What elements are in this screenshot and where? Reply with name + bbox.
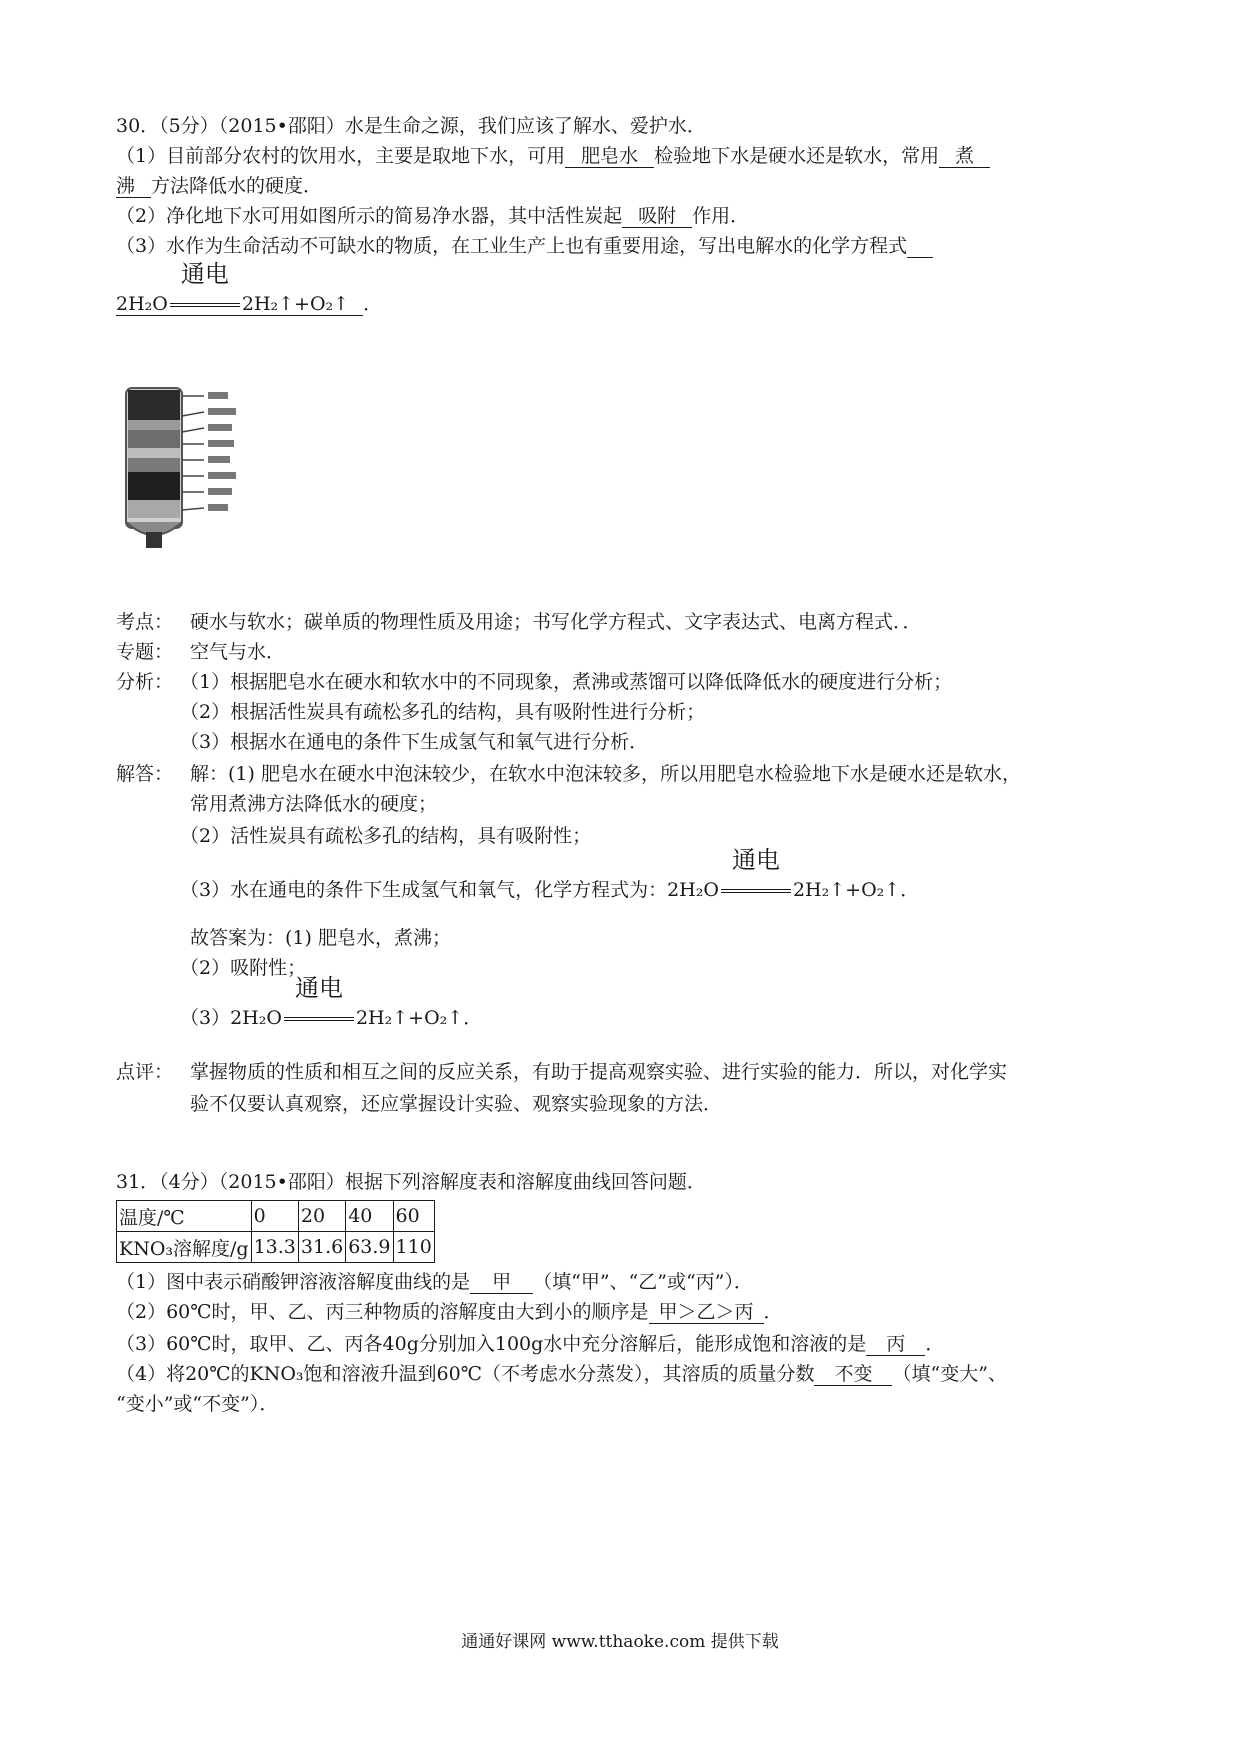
table-row <box>117 1201 435 1232</box>
water-filter-illustration <box>120 372 270 562</box>
answer-blank: 吸附 <box>622 205 692 228</box>
table-cell: 110 <box>393 1232 434 1263</box>
answer-summary-equation: （3）2H₂O 通电 2H₂↑+O₂↑． <box>180 1004 482 1032</box>
answer-blank: 丙 <box>866 1333 925 1356</box>
q30-part3: （3）水作为生命活动不可缺水的物质，在工业生产上也有重要用途，写出电解水的化学方程式 <box>116 232 933 260</box>
reaction-arrow: 通电 <box>719 876 793 904</box>
table-row <box>117 1232 435 1263</box>
solubility-table <box>116 1200 435 1263</box>
q30-title: 30．（5分）（2015•邵阳）水是生命之源，我们应该了解水、爱护水． <box>116 115 706 137</box>
q30-part2: （2）净化地下水可用如图所示的简易净水器，其中活性炭起 吸附 作用． <box>116 205 750 227</box>
water-filter-figure <box>120 372 270 562</box>
reaction-arrow: 通电 <box>168 293 242 315</box>
table-cell: 60 <box>393 1201 434 1232</box>
dianping-line: 掌握物质的性质和相互之间的反应关系，有助于提高观察实验、进行实验的能力．所以，对化学实 <box>190 1061 1008 1083</box>
answer-summary: 故答案为：(1) 肥皂水，煮沸； <box>190 927 451 949</box>
zhuanti-label: 专题： <box>116 641 174 663</box>
dianping-label: 点评： <box>116 1061 174 1083</box>
kaodian-label: 考点： <box>116 611 174 633</box>
reaction-arrow: 通电 <box>282 1004 356 1032</box>
q31-title: 31．（4分）（2015•邵阳）根据下列溶解度表和溶解度曲线回答问题． <box>116 1171 706 1193</box>
q31-part2: （2）60℃时，甲、乙、丙三种物质的溶解度由大到小的顺序是 甲＞乙＞丙 ． <box>116 1301 783 1323</box>
fenxi-line: （2）根据活性炭具有疏松多孔的结构，具有吸附性进行分析； <box>180 701 706 723</box>
q31-part1: （1）图中表示硝酸钾溶液溶解度曲线的是 甲 （填“甲”、“乙”或“丙”）． <box>116 1271 753 1293</box>
footer-text: 通通好课网 www.tthaoke.com 提供下载 <box>461 1632 779 1652</box>
fenxi-line: （1）根据肥皂水在硬水和软水中的不同现象，煮沸或蒸馏可以降低降低水的硬度进行分析； <box>180 671 953 693</box>
table-cell: KNO₃溶解度/g <box>117 1232 252 1263</box>
table-cell: 20 <box>298 1201 345 1232</box>
table-cell: 0 <box>251 1201 298 1232</box>
answer-blank: 肥皂水 <box>565 145 654 168</box>
q31-part3: （3）60℃时，取甲、乙、丙各40g分别加入100g水中充分溶解后，能形成饱和溶液的是 丙 ． <box>116 1333 945 1355</box>
table-cell: 40 <box>346 1201 393 1232</box>
q30-equation-answer: 2H₂O 通电 2H₂↑+O₂↑ ． <box>116 260 383 315</box>
table-cell: 63.9 <box>346 1232 393 1263</box>
answer-summary: （2）吸附性； <box>180 957 307 979</box>
jieda-line-equation: （3）水在通电的条件下生成氢气和氧气，化学方程式为：2H₂O 通电 2H₂↑+O₂↑． <box>180 876 919 904</box>
jieda-label: 解答： <box>116 763 174 785</box>
kaodian-text: 硬水与软水；碳单质的物理性质及用途；书写化学方程式、文字表达式、电离方程式．． <box>190 611 922 633</box>
answer-blank: 甲 <box>470 1271 533 1294</box>
fenxi-label: 分析： <box>116 671 174 693</box>
table-cell: 13.3 <box>251 1232 298 1263</box>
q31-part4-cont: “变小”或“不变”）． <box>116 1393 279 1415</box>
answer-blank: 不变 <box>814 1363 892 1386</box>
jieda-line: 常用煮沸方法降低水的硬度； <box>190 793 438 815</box>
fenxi-line: （3）根据水在通电的条件下生成氢气和氧气进行分析． <box>180 731 649 753</box>
jieda-line: （2）活性炭具有疏松多孔的结构，具有吸附性； <box>180 825 592 847</box>
answer-blank: 甲＞乙＞丙 <box>649 1301 764 1324</box>
table-cell: 温度/℃ <box>117 1201 252 1232</box>
q31-part4: （4）将20℃的KNO₃饱和溶液升温到60℃（不考虑水分蒸发），其溶质的质量分数 不变 （填“变大”、 <box>116 1363 1007 1385</box>
answer-blank <box>907 235 933 258</box>
q30-part1-line2: 沸 方法降低水的硬度． <box>116 175 323 197</box>
q30-part1-line1: （1）目前部分农村的饮用水，主要是取地下水，可用 肥皂水 检验地下水是硬水还是软水，常用 煮 <box>116 142 990 170</box>
answer-blank: 沸 <box>116 175 151 198</box>
dianping-line: 验不仅要认真观察，还应掌握设计实验、观察实验现象的方法． <box>190 1093 723 1115</box>
jieda-line: 解：(1) 肥皂水在硬水中泡沫较少，在软水中泡沫较多，所以用肥皂水检验地下水是硬水还是软水， <box>190 763 1021 785</box>
zhuanti-text: 空气与水． <box>190 641 286 663</box>
table-cell: 31.6 <box>298 1232 345 1263</box>
answer-blank: 煮 <box>939 145 990 168</box>
